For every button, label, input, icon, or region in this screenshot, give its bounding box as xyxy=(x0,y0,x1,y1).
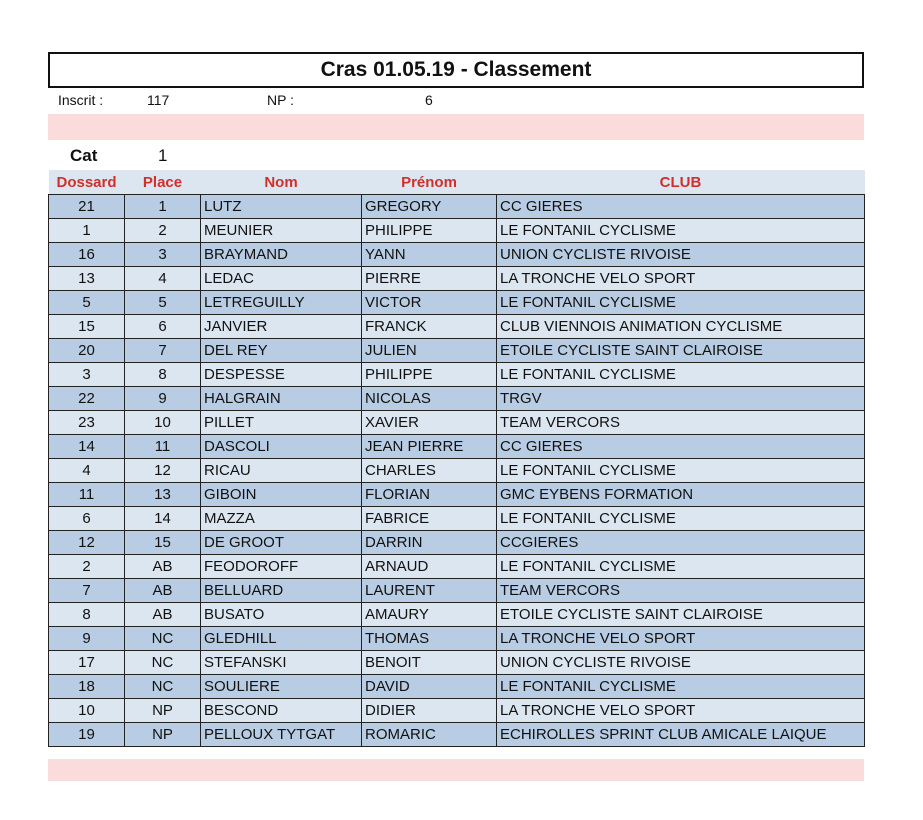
cell-nom: DASCOLI xyxy=(201,435,362,459)
category-row xyxy=(48,142,864,170)
cell-place: AB xyxy=(125,555,201,579)
cell-dossard: 14 xyxy=(49,435,125,459)
cell-nom: LUTZ xyxy=(201,195,362,219)
cell-prenom: LAURENT xyxy=(362,579,497,603)
cell-club: CC GIERES xyxy=(497,435,865,459)
cell-place: 3 xyxy=(125,243,201,267)
cell-club: CCGIERES xyxy=(497,531,865,555)
cell-prenom: DIDIER xyxy=(362,699,497,723)
cell-club: LA TRONCHE VELO SPORT xyxy=(497,699,865,723)
cell-place: 2 xyxy=(125,219,201,243)
cell-club: TEAM VERCORS xyxy=(497,579,865,603)
table-row xyxy=(49,723,865,747)
cell-place: 1 xyxy=(125,195,201,219)
page-title: Cras 01.05.19 - Classement xyxy=(48,52,864,88)
cell-place: 4 xyxy=(125,267,201,291)
cell-dossard: 21 xyxy=(49,195,125,219)
cell-nom: RICAU xyxy=(201,459,362,483)
cell-nom: HALGRAIN xyxy=(201,387,362,411)
cell-dossard: 4 xyxy=(49,459,125,483)
header-place: Place xyxy=(125,170,201,195)
cell-dossard: 8 xyxy=(49,603,125,627)
meta-row xyxy=(48,88,864,114)
cell-place: NP xyxy=(125,699,201,723)
cell-dossard: 23 xyxy=(49,411,125,435)
cell-place: 10 xyxy=(125,411,201,435)
table-row xyxy=(49,675,865,699)
cell-prenom: PIERRE xyxy=(362,267,497,291)
header-nom: Nom xyxy=(201,170,362,195)
header-prenom: Prénom xyxy=(362,170,497,195)
cell-dossard: 2 xyxy=(49,555,125,579)
cell-prenom: THOMAS xyxy=(362,627,497,651)
table-row xyxy=(49,387,865,411)
cell-nom: PILLET xyxy=(201,411,362,435)
cell-nom: JANVIER xyxy=(201,315,362,339)
cell-dossard: 7 xyxy=(49,579,125,603)
cell-nom: DE GROOT xyxy=(201,531,362,555)
cell-prenom: ROMARIC xyxy=(362,723,497,747)
footer-band xyxy=(48,759,864,781)
cell-dossard: 20 xyxy=(49,339,125,363)
table-row xyxy=(49,651,865,675)
table-row xyxy=(49,507,865,531)
table-row xyxy=(49,603,865,627)
table-row xyxy=(49,555,865,579)
cell-prenom: XAVIER xyxy=(362,411,497,435)
table-row xyxy=(49,195,865,219)
cell-place: 9 xyxy=(125,387,201,411)
header-dossard: Dossard xyxy=(49,170,125,195)
cell-club: LE FONTANIL CYCLISME xyxy=(497,291,865,315)
table-row xyxy=(49,315,865,339)
cell-nom: PELLOUX TYTGAT xyxy=(201,723,362,747)
cell-club: GMC EYBENS FORMATION xyxy=(497,483,865,507)
cell-place: 15 xyxy=(125,531,201,555)
table-row xyxy=(49,483,865,507)
cell-nom: BELLUARD xyxy=(201,579,362,603)
cell-club: CLUB VIENNOIS ANIMATION CYCLISME xyxy=(497,315,865,339)
cell-place: 11 xyxy=(125,435,201,459)
cell-prenom: JEAN PIERRE xyxy=(362,435,497,459)
cell-club: LA TRONCHE VELO SPORT xyxy=(497,267,865,291)
cell-place: NC xyxy=(125,627,201,651)
cat-value: 1 xyxy=(158,146,168,165)
cell-prenom: DARRIN xyxy=(362,531,497,555)
results-sheet xyxy=(48,52,864,781)
cell-nom: MEUNIER xyxy=(201,219,362,243)
table-row xyxy=(49,435,865,459)
cell-prenom: FABRICE xyxy=(362,507,497,531)
header-club: CLUB xyxy=(497,170,865,195)
table-row xyxy=(49,459,865,483)
cell-dossard: 6 xyxy=(49,507,125,531)
cell-prenom: VICTOR xyxy=(362,291,497,315)
cell-place: 7 xyxy=(125,339,201,363)
table-row xyxy=(49,219,865,243)
cell-prenom: BENOIT xyxy=(362,651,497,675)
table-row xyxy=(49,291,865,315)
table-header-row xyxy=(49,170,865,195)
table-row xyxy=(49,531,865,555)
table-row xyxy=(49,699,865,723)
cell-club: LE FONTANIL CYCLISME xyxy=(497,507,865,531)
cell-club: LA TRONCHE VELO SPORT xyxy=(497,627,865,651)
separator-band xyxy=(48,114,864,140)
cell-nom: LETREGUILLY xyxy=(201,291,362,315)
cell-nom: BRAYMAND xyxy=(201,243,362,267)
cell-dossard: 3 xyxy=(49,363,125,387)
cell-nom: GIBOIN xyxy=(201,483,362,507)
cell-prenom: FLORIAN xyxy=(362,483,497,507)
cell-club: LE FONTANIL CYCLISME xyxy=(497,675,865,699)
cell-place: 6 xyxy=(125,315,201,339)
cell-club: ETOILE CYCLISTE SAINT CLAIROISE xyxy=(497,339,865,363)
cell-prenom: CHARLES xyxy=(362,459,497,483)
cell-prenom: ARNAUD xyxy=(362,555,497,579)
cell-club: LE FONTANIL CYCLISME xyxy=(497,363,865,387)
cell-place: NC xyxy=(125,651,201,675)
cell-prenom: PHILIPPE xyxy=(362,363,497,387)
cell-prenom: NICOLAS xyxy=(362,387,497,411)
cell-prenom: YANN xyxy=(362,243,497,267)
cell-place: 14 xyxy=(125,507,201,531)
cell-dossard: 22 xyxy=(49,387,125,411)
cell-prenom: DAVID xyxy=(362,675,497,699)
cell-nom: DEL REY xyxy=(201,339,362,363)
cell-nom: STEFANSKI xyxy=(201,651,362,675)
cell-nom: DESPESSE xyxy=(201,363,362,387)
table-row xyxy=(49,243,865,267)
np-label: NP : xyxy=(267,92,294,108)
cell-club: CC GIERES xyxy=(497,195,865,219)
cell-club: TEAM VERCORS xyxy=(497,411,865,435)
cell-club: LE FONTANIL CYCLISME xyxy=(497,459,865,483)
table-row xyxy=(49,339,865,363)
cell-dossard: 19 xyxy=(49,723,125,747)
cell-nom: FEODOROFF xyxy=(201,555,362,579)
np-value: 6 xyxy=(425,92,433,108)
cell-dossard: 13 xyxy=(49,267,125,291)
cell-place: AB xyxy=(125,603,201,627)
cell-dossard: 16 xyxy=(49,243,125,267)
cell-nom: MAZZA xyxy=(201,507,362,531)
cell-place: 12 xyxy=(125,459,201,483)
cell-dossard: 5 xyxy=(49,291,125,315)
cell-club: LE FONTANIL CYCLISME xyxy=(497,555,865,579)
cell-prenom: GREGORY xyxy=(362,195,497,219)
table-row xyxy=(49,579,865,603)
cell-place: 13 xyxy=(125,483,201,507)
inscrit-label: Inscrit : xyxy=(58,92,104,108)
cell-prenom: JULIEN xyxy=(362,339,497,363)
cell-place: AB xyxy=(125,579,201,603)
cell-dossard: 11 xyxy=(49,483,125,507)
cell-place: NC xyxy=(125,675,201,699)
cell-dossard: 1 xyxy=(49,219,125,243)
cell-nom: BUSATO xyxy=(201,603,362,627)
inscrit-value: 117 xyxy=(147,92,170,108)
cell-prenom: AMAURY xyxy=(362,603,497,627)
cell-club: ETOILE CYCLISTE SAINT CLAIROISE xyxy=(497,603,865,627)
cell-dossard: 15 xyxy=(49,315,125,339)
cell-club: UNION CYCLISTE RIVOISE xyxy=(497,651,865,675)
cell-club: UNION CYCLISTE RIVOISE xyxy=(497,243,865,267)
table-row xyxy=(49,363,865,387)
cell-nom: SOULIERE xyxy=(201,675,362,699)
cell-place: 8 xyxy=(125,363,201,387)
cell-place: NP xyxy=(125,723,201,747)
cell-nom: GLEDHILL xyxy=(201,627,362,651)
cell-dossard: 12 xyxy=(49,531,125,555)
results-table xyxy=(48,170,865,747)
cell-dossard: 10 xyxy=(49,699,125,723)
table-row xyxy=(49,267,865,291)
cell-club: LE FONTANIL CYCLISME xyxy=(497,219,865,243)
cell-club: ECHIROLLES SPRINT CLUB AMICALE LAIQUE xyxy=(497,723,865,747)
table-row xyxy=(49,627,865,651)
cell-nom: BESCOND xyxy=(201,699,362,723)
cell-prenom: FRANCK xyxy=(362,315,497,339)
cell-dossard: 18 xyxy=(49,675,125,699)
cell-nom: LEDAC xyxy=(201,267,362,291)
cell-dossard: 9 xyxy=(49,627,125,651)
cell-place: 5 xyxy=(125,291,201,315)
cell-club: TRGV xyxy=(497,387,865,411)
cell-dossard: 17 xyxy=(49,651,125,675)
cat-label: Cat xyxy=(70,146,98,165)
cell-prenom: PHILIPPE xyxy=(362,219,497,243)
table-row xyxy=(49,411,865,435)
